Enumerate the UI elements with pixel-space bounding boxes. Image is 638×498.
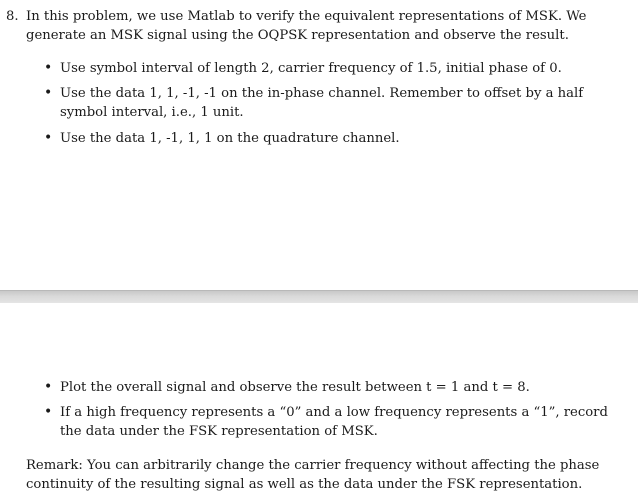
remark-line-2: continuity of the resulting signal as well as the data under the FSK representation. [26,477,583,492]
bullet-fsk-record [60,403,608,441]
bullet-text-cont: the data under the FSK representation of MSK. [60,424,378,439]
bullet-text: • Use the data 1, 1, -1, -1 on the in-phase channel. Remember to offset by a half [60,86,584,101]
bullet-symbol-interval [60,59,562,78]
bullet-text: • If a high frequency represents a “0” and a low frequency represents a “1”, record [60,405,608,420]
problem-number: 8. [6,9,19,24]
intro-line-2: generate an MSK signal using the OQPSK representation and observe the result. [26,28,569,43]
bullet-text: Plot the overall signal and observe the result between t = 1 and t = 8. [60,380,530,395]
page-2 [0,303,638,498]
bullet-text: Use the data 1, -1, 1, 1 on the quadrature channel. [60,131,400,146]
intro-line-1: In this problem, we use Matlab to verify the equivalent representations of MSK. We [26,9,587,24]
bullet-text: Use symbol interval of length 2, carrier frequency of 1.5, initial phase of 0. [60,61,562,76]
bullet-quadrature-data [60,129,400,148]
bullet-inphase-data [60,84,583,122]
bullet-text-cont: symbol interval, i.e., 1 unit. [60,105,244,120]
remark-line-1: Remark: You can arbitrarily change the carrier frequency without affecting the phase [26,458,600,473]
bullet-plot-signal [60,378,530,397]
